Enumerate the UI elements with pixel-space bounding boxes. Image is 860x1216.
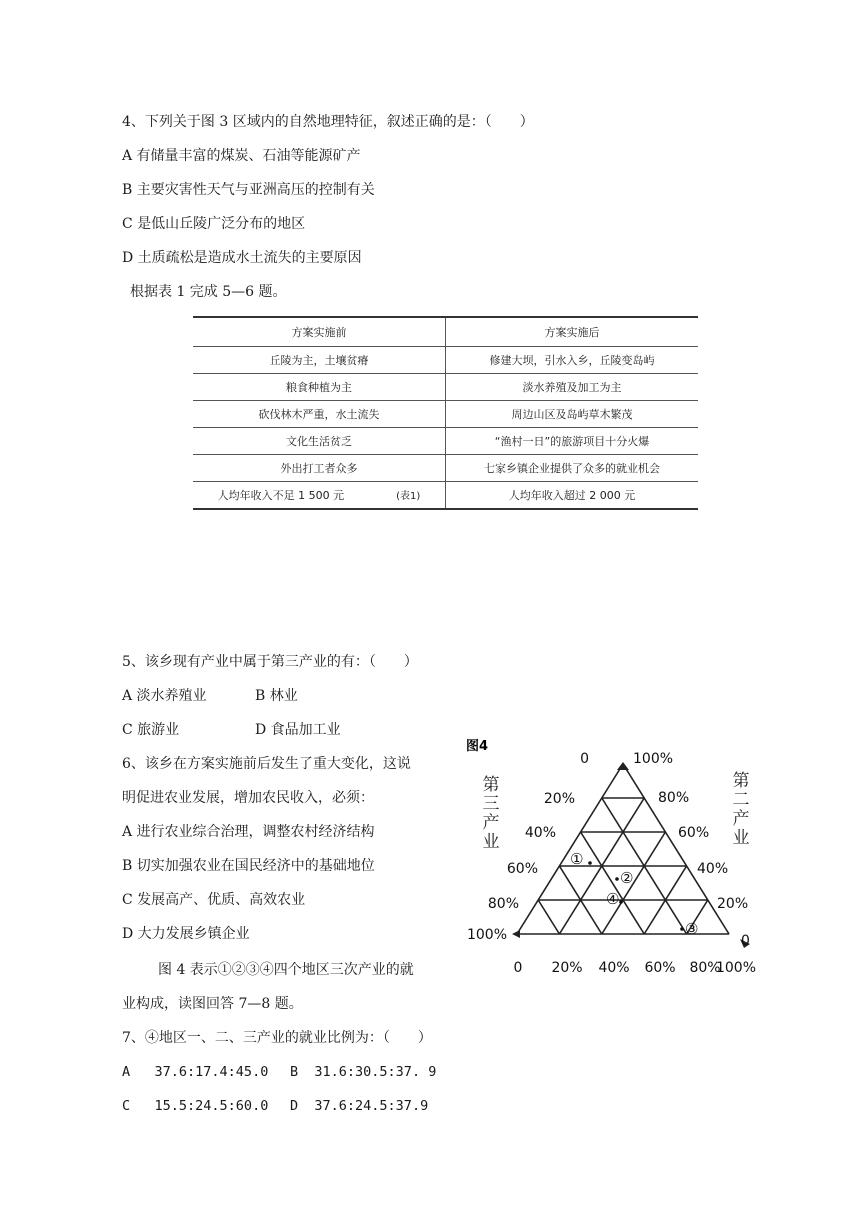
q6-option-c: C 发展高产、优质、高效农业	[122, 892, 306, 908]
left-axis-char: 三	[482, 794, 500, 814]
ternary-grid	[517, 764, 729, 934]
q4-stem: 4、下列关于图 3 区域内的自然地理特征，叙述正确的是：（ ）	[122, 114, 534, 130]
bottom-tick: 100%	[715, 960, 757, 976]
table-cell: 修建大坝，引水入乡，丘陵变岛屿	[446, 347, 699, 374]
grid-line-right-slant	[538, 900, 559, 934]
table-cell-with-caption	[193, 482, 446, 510]
left-axis-char: 产	[482, 813, 500, 833]
option-letter: C	[122, 1098, 131, 1114]
bottom-tick: 40%	[598, 960, 630, 976]
top-arrowhead	[617, 762, 629, 770]
triangle-edge-left	[517, 764, 623, 934]
table-row	[193, 482, 698, 510]
table-row	[193, 347, 698, 374]
axis-arrows	[512, 762, 750, 948]
table-cell: 丘陵为主，土壤贫瘠	[193, 347, 446, 374]
table-cell: 文化生活贫乏	[193, 428, 446, 455]
right-axis-char: 第	[732, 771, 750, 791]
q4-option-c: C 是低山丘陵广泛分布的地区	[122, 216, 306, 232]
table-caption: (表1)	[396, 491, 421, 502]
table-header-cell: 方案实施前	[193, 317, 446, 347]
table-cell: 外出打工者众多	[193, 455, 446, 482]
option-letter: A	[122, 1064, 131, 1080]
q4-option-d: D 土质疏松是造成水土流失的主要原因	[122, 250, 362, 266]
left-tick: 80%	[487, 896, 519, 912]
q7-option-d	[290, 1096, 428, 1116]
table-row	[193, 428, 698, 455]
left-tick: 0	[580, 751, 589, 767]
q6-option-b: B 切实加强农业在国民经济中的基础地位	[122, 858, 375, 874]
fig4-intro-line1: 图 4 表示①②③④四个地区三次产业的就	[158, 962, 414, 978]
q5-option-b: B 林业	[255, 688, 298, 704]
option-value: 15.5:24.5:60.0	[154, 1098, 269, 1114]
left-axis-char: 业	[482, 832, 500, 852]
q4-option-a: A 有储量丰富的煤炭、石油等能源矿产	[122, 148, 361, 164]
table-cell: 粮食种植为主	[193, 374, 446, 401]
table-header-cell: 方案实施后	[446, 317, 699, 347]
table-row	[193, 455, 698, 482]
q6-stem-line1: 6、该乡在方案实施前后发生了重大变化，这说	[122, 756, 411, 772]
right-axis-char: 产	[732, 809, 750, 829]
q6-option-d: D 大力发展乡镇企业	[122, 926, 250, 942]
point-3-label: ③	[685, 920, 699, 938]
bottom-tick: 80%	[689, 960, 721, 976]
table-cell: 周边山区及岛屿草木繁茂	[446, 401, 699, 428]
right-tick: 0	[741, 933, 750, 949]
option-letter: D	[290, 1098, 299, 1114]
left-tick: 40%	[524, 825, 556, 841]
table-row	[193, 374, 698, 401]
bottom-tick: 0	[513, 960, 523, 976]
right-tick: 100%	[633, 751, 674, 767]
grid-line-left-slant	[602, 832, 666, 934]
q6-stem-line2: 明促进农业发展，增加农民收入，必须：	[122, 790, 374, 806]
left-arrowhead	[512, 930, 520, 938]
figure-4-ternary-diagram	[460, 732, 760, 980]
table-cell: 淡水养殖及加工为主	[446, 374, 699, 401]
table-1	[193, 316, 698, 510]
right-axis-char: 二	[732, 790, 750, 810]
q7-option-c	[122, 1096, 268, 1116]
right-tick: 40%	[697, 861, 729, 877]
point-4-marker	[619, 900, 623, 904]
point-4-label: ④	[606, 890, 620, 908]
q7-option-a	[122, 1062, 268, 1082]
right-tick: 60%	[678, 825, 710, 841]
figure-title: 图4	[466, 739, 489, 754]
table-cell: 人均年收入不足 1 500 元	[217, 489, 345, 502]
table-row	[193, 401, 698, 428]
q5-stem: 5、该乡现有产业中属于第三产业的有：（ ）	[122, 654, 418, 670]
left-tick: 100%	[466, 927, 507, 943]
grid-line-right-slant	[581, 832, 645, 934]
left-axis-char: 第	[482, 775, 500, 795]
point-2-label: ②	[620, 869, 634, 887]
table-cell: 七家乡镇企业提供了众多的就业机会	[446, 455, 699, 482]
left-axis-label	[483, 775, 500, 852]
right-tick: 20%	[717, 896, 749, 912]
left-tick: 60%	[506, 861, 538, 877]
q4-option-b: B 主要灾害性天气与亚洲高压的控制有关	[122, 182, 375, 198]
bottom-ticks	[514, 960, 756, 976]
q7-option-b	[290, 1062, 436, 1082]
fig4-intro-line2: 业构成，读图回答 7—8 题。	[122, 996, 303, 1012]
region-points	[570, 850, 698, 938]
q7-stem: 7、④地区一、二、三产业的就业比例为：（ ）	[122, 1030, 432, 1046]
bottom-tick: 60%	[644, 960, 676, 976]
table-cell: 砍伐林木严重，水土流失	[193, 401, 446, 428]
option-value: 37.6:17.4:45.0	[154, 1064, 269, 1080]
table-cell: 人均年收入超过 2 000 元	[446, 482, 699, 510]
point-2-marker	[615, 877, 619, 881]
right-tick: 80%	[658, 790, 690, 806]
option-letter: B	[290, 1064, 299, 1080]
q5-option-d: D 食品加工业	[255, 722, 341, 738]
q5-option-c: C 旅游业	[122, 722, 180, 738]
right-axis-label	[733, 771, 750, 848]
q5-option-a: A 淡水养殖业	[122, 688, 207, 704]
point-3-marker	[680, 927, 684, 931]
table-cell: “渔村一日”的旅游项目十分火爆	[446, 428, 699, 455]
option-value: 31.6:30.5:37. 9	[314, 1064, 437, 1080]
right-axis-char: 业	[732, 828, 750, 848]
point-1-marker	[588, 861, 592, 865]
left-tick: 20%	[543, 791, 575, 807]
point-1-label: ①	[570, 850, 584, 868]
option-value: 37.6:24.5:37.9	[314, 1098, 429, 1114]
q6-option-a: A 进行农业综合治理，调整农村经济结构	[122, 824, 375, 840]
bottom-tick: 20%	[551, 960, 583, 976]
table-header-row	[193, 317, 698, 347]
table-intro: 根据表 1 完成 5—6 题。	[130, 284, 287, 300]
